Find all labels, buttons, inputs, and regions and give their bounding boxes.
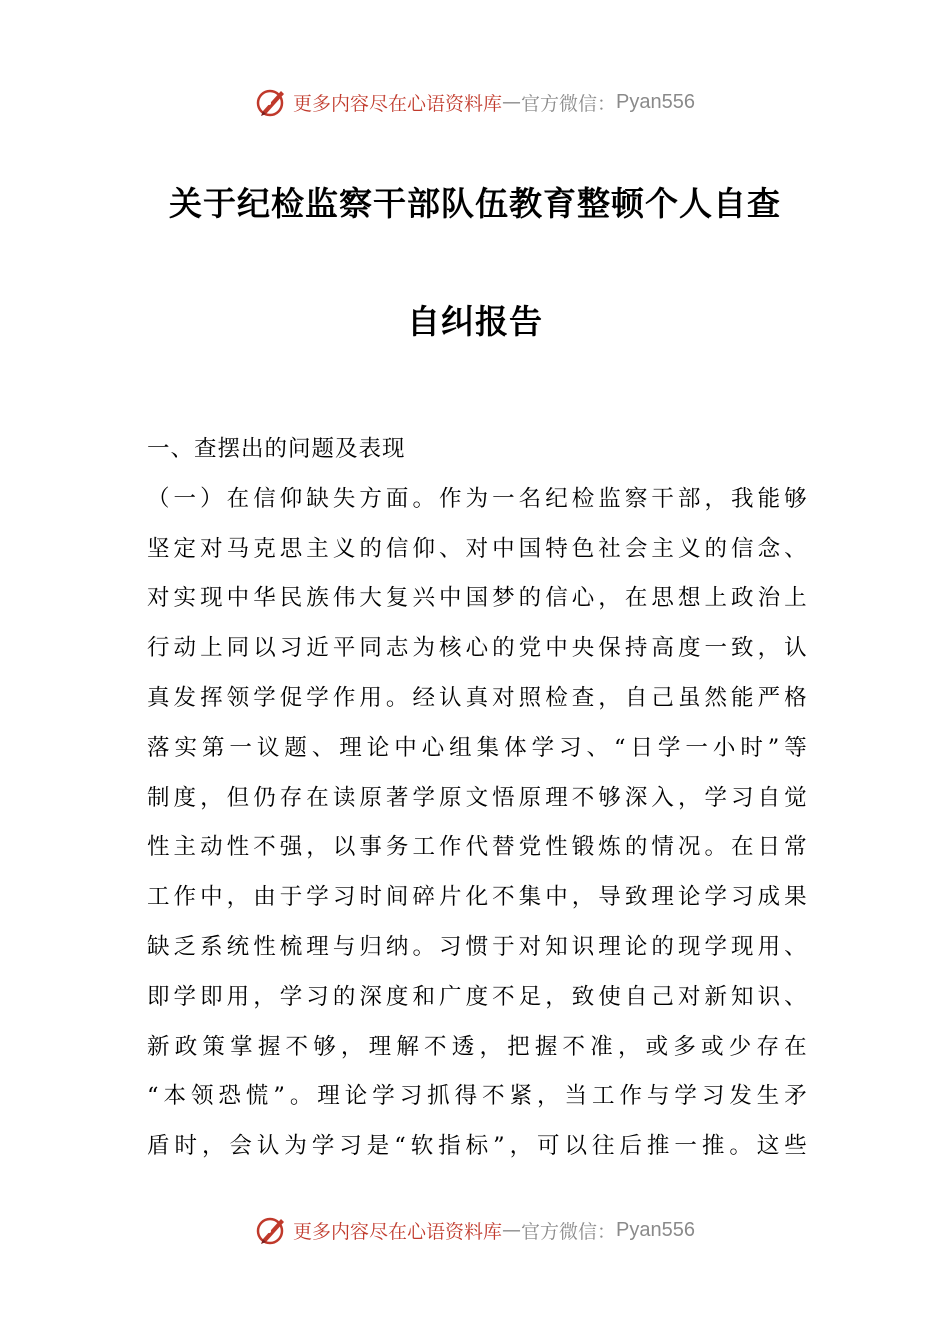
watermark-id: Pyan556 [616, 1218, 695, 1241]
watermark-text: 更多内容尽在心语资料库 [293, 92, 503, 115]
body-line: 新 政 策 掌 握 不 够 ， 理 解 不 透 ， 把 握 不 准 ， 或 多 或 少 存 在 [147, 1033, 807, 1060]
body-line: （ 一 ） 在 信 仰 缺 失 方 面 。 作 为 一 名 纪 检 监 察 干 部 ， 我 能 够 [147, 485, 807, 512]
body-line: “ 本 领 恐 慌 ” 。 理 论 学 习 抓 得 不 紧 ， 当 工 作 与 学 习 发 生 矛 [147, 1083, 807, 1110]
body-line: 真 发 挥 领 学 促 学 作 用 。 经 认 真 对 照 检 查 ， 自 己 虽 然 能 严 格 [147, 684, 807, 711]
watermark-dash: — [502, 91, 522, 113]
watermark-id: Pyan556 [616, 90, 695, 113]
watermark-header [0, 82, 950, 122]
body-line: 对 实 现 中 华 民 族 伟 大 复 兴 中 国 梦 的 信 心 ， 在 思 想 上 政 治 上 [147, 585, 807, 612]
section-heading: 一、查摆出的问题及表现 [147, 436, 406, 462]
body-line: 落 实 第 一 议 题 、 理 论 中 心 组 集 体 学 习 、 “ 日 学 一 小 时 ” 等 [147, 734, 807, 761]
body-line: 坚 定 对 马 克 思 主 义 的 信 仰 、 对 中 国 特 色 社 会 主 义 的 信 念 、 [147, 535, 807, 562]
pen-logo-icon [255, 85, 289, 119]
watermark-label: 官方微信： [521, 1220, 617, 1243]
body-line: 缺 乏 系 统 性 梳 理 与 归 纳 。 习 惯 于 对 知 识 理 论 的 现 学 现 用 、 [147, 933, 807, 960]
watermark-text: 更多内容尽在心语资料库 [293, 1220, 503, 1243]
document-title-line2: 自纠报告 [407, 302, 543, 341]
body-line: 行 动 上 同 以 习 近 平 同 志 为 核 心 的 党 中 央 保 持 高 度 一 致 ， 认 [147, 635, 807, 662]
watermark-footer [0, 1210, 950, 1250]
document-title-line1: 关于纪检监察干部队伍教育整顿个人自查 [169, 184, 781, 223]
body-line: 工 作 中 ， 由 于 学 习 时 间 碎 片 化 不 集 中 ， 导 致 理 论 学 习 成 果 [147, 884, 807, 911]
watermark-dash: — [502, 1219, 522, 1241]
body-line: 性 主 动 性 不 强 ， 以 事 务 工 作 代 替 党 性 锻 炼 的 情 况 。 在 日 常 [147, 834, 807, 861]
pen-logo-icon [255, 1213, 289, 1247]
body-line: 即 学 即 用 ， 学 习 的 深 度 和 广 度 不 足 ， 致 使 自 己 对 新 知 识 、 [147, 983, 807, 1010]
document-body [147, 425, 807, 1172]
body-line: 盾 时 ， 会 认 为 学 习 是 “ 软 指 标 ” ， 可 以 往 后 推 一 推 。 这 些 [147, 1133, 807, 1160]
watermark-label: 官方微信： [521, 92, 617, 115]
body-line: 制 度 ， 但 仍 存 在 读 原 著 学 原 文 悟 原 理 不 够 深 入 ， 学 习 自 觉 [147, 784, 807, 811]
